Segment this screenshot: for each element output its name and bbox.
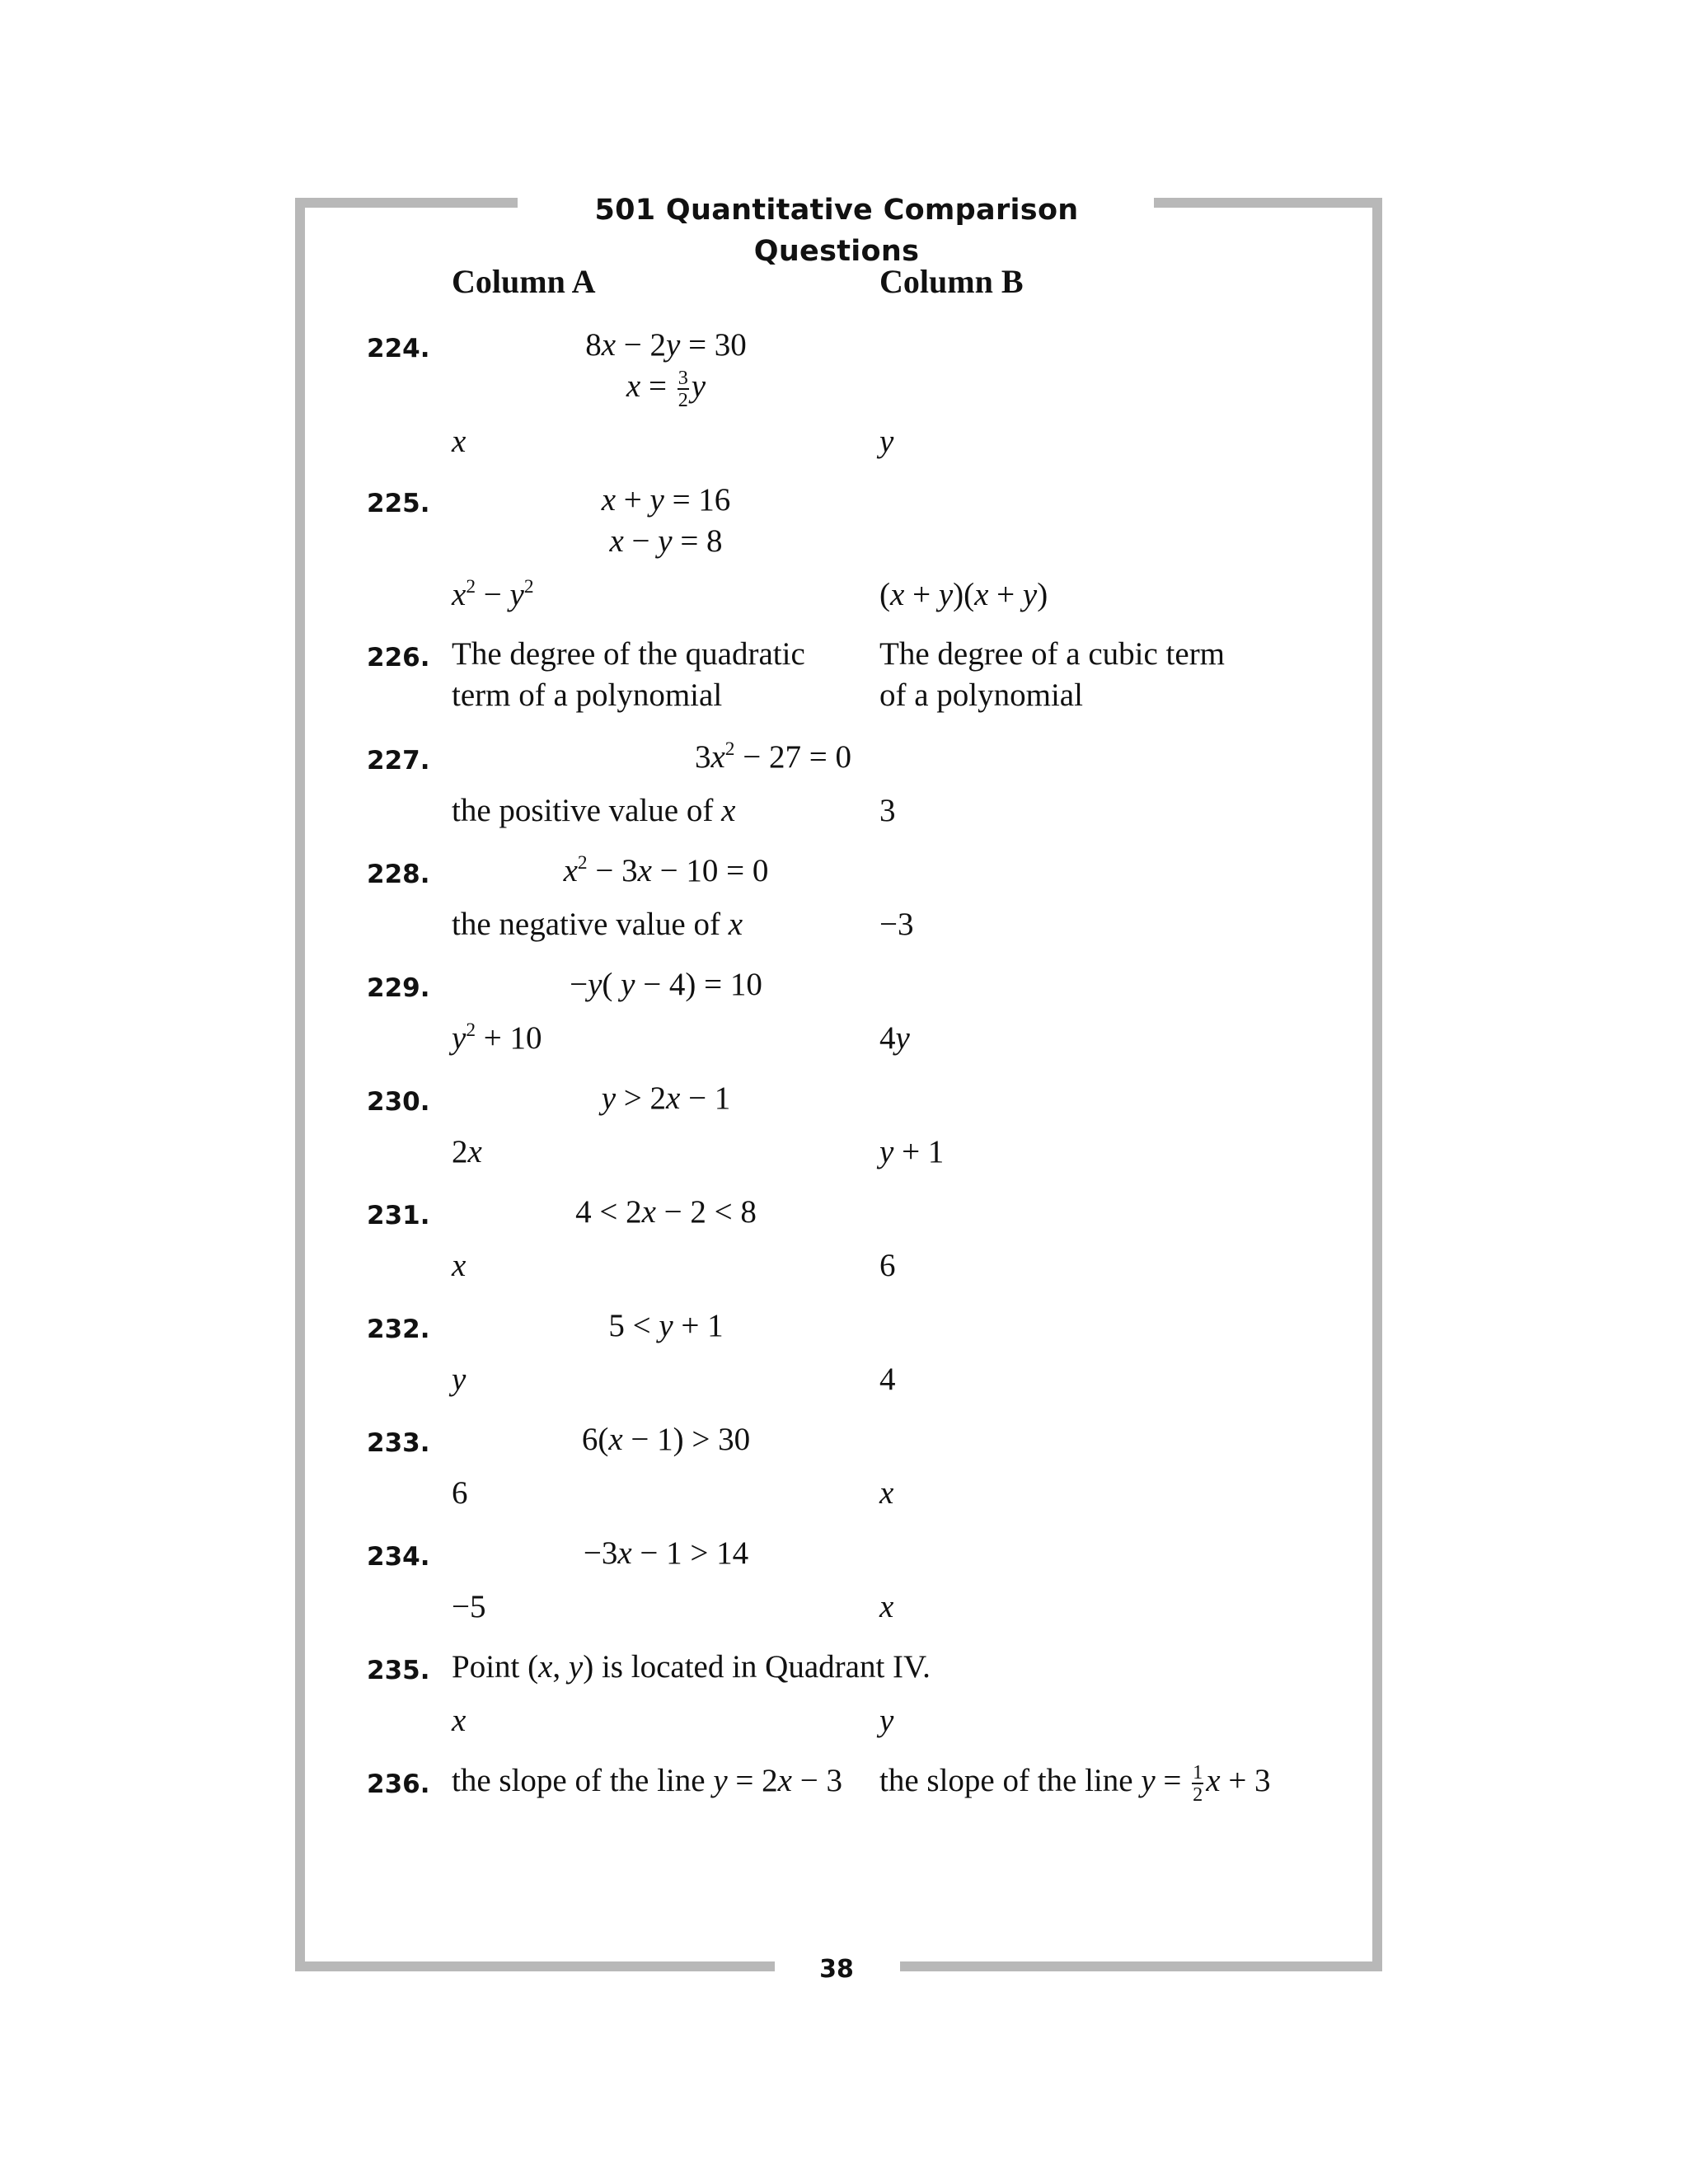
column-b-value: −3 [879,907,914,942]
given-equation: 4 < 2x − 2 < 8 [575,1194,757,1230]
column-a-value: y [452,1361,467,1397]
column-a-value: 6 [452,1475,468,1511]
frame-bottom-right [900,1961,1382,1971]
question-number: 233. [367,1428,430,1458]
given-equation: y > 2x − 1 [601,1080,731,1116]
question-number: 225. [367,489,430,518]
column-a-value: x [452,1703,467,1738]
question-number: 235. [367,1656,430,1685]
question-number: 228. [367,860,430,889]
given-equation: −3x − 1 > 14 [583,1535,749,1571]
column-b-header: Column B [879,263,1024,300]
frame-top-right [1154,198,1382,208]
column-b-value: (x + y)(x + y) [879,577,1048,612]
frame-top-left [295,198,518,208]
question-statement: Point (x, y) is located in Quadrant IV. [452,1649,931,1685]
column-a-value: $y^2 + 10$ [452,1019,542,1056]
question-number: 227. [367,746,430,776]
column-a-value: the positive value of x [452,793,736,828]
column-a-value: $x^2 - y^2$ [452,575,534,612]
question-number: 230. [367,1087,430,1117]
fraction: $\frac{1}{2}$ [1193,1760,1203,1807]
column-a-value: x [452,424,467,459]
column-b-value: x [879,1589,894,1624]
page-title: 501 Quantitative Comparison Questions [594,194,1079,268]
question-number: 236. [367,1769,430,1799]
column-a-text: term of a polynomial [452,677,723,713]
given-equation: x = $\frac{3}{2}$ y [626,366,706,412]
fraction: $\frac{3}{2}$ [678,366,688,412]
column-b-text: of a polynomial [879,677,1083,713]
column-b-value: 4y [879,1020,910,1056]
question-number: 226. [367,643,430,673]
page-number: 38 [819,1955,854,1984]
given-equation: 8x − 2y = 30 [585,327,747,363]
column-b-value: x [879,1475,894,1511]
question-number: 234. [367,1542,430,1572]
question-number: 224. [367,334,430,363]
frame-bottom-left [295,1961,775,1971]
given-equation: x − y = 8 [609,523,723,559]
column-b-value: the slope of the line y = $\frac{1}{2}$ x + 3 [879,1760,1271,1807]
column-a-text: The degree of the quadratic [452,636,805,672]
frame-right [1372,198,1382,1971]
column-b-value: 4 [879,1361,896,1397]
column-a-value: −5 [452,1589,486,1624]
question-number: 229. [367,973,430,1003]
column-a-value: the slope of the line y = 2x − 3 [452,1763,842,1798]
column-b-value: 6 [879,1248,896,1283]
column-a-value: 2x [452,1134,482,1169]
given-equation: $3x^2 - 27 = 0$ [694,738,851,775]
column-a-header: Column A [452,263,596,300]
column-b-value: y + 1 [879,1134,945,1169]
column-a-value: the negative value of x [452,907,743,942]
column-b-value: y [879,424,894,459]
column-a-value: x [452,1248,467,1283]
question-number: 231. [367,1201,430,1230]
given-equation: 5 < y + 1 [608,1308,724,1343]
column-b-text: The degree of a cubic term [879,636,1226,672]
given-equation: $x^2 - 3x - 10 = 0$ [563,851,769,888]
given-equation: −y( y − 4) = 10 [570,967,762,1002]
question-number: 232. [367,1315,430,1344]
given-equation: x + y = 16 [601,482,731,518]
frame-left [295,198,305,1971]
column-b-value: 3 [879,793,896,828]
given-equation: 6(x − 1) > 30 [581,1422,751,1457]
column-b-value: y [879,1703,894,1738]
